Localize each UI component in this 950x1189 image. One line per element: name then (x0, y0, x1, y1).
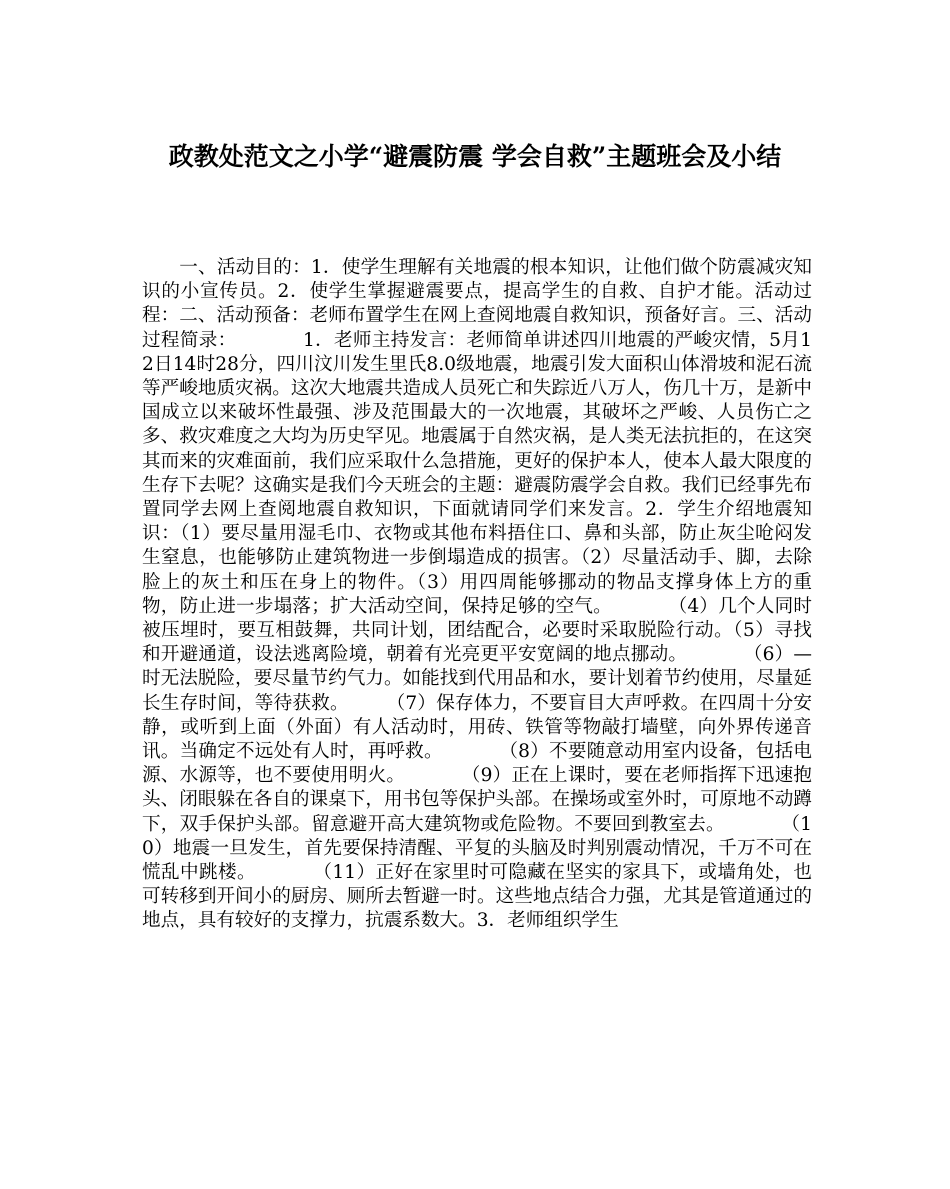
document-title: 政教处范文之小学“避震防震 学会自救”主题班会及小结 (168, 142, 782, 171)
document-body: 一、活动目的：1．使学生理解有关地震的根本知识，让他们做个防震减灾知识的小宣传员。2．使学生掌握避震要点，提高学生的自救、自护才能。活动过程：二、活动预备：老师布置学生在网上查阅地震自救知识，预备好言。三、活动过程简录： 1．老师主持发言：老师简单讲述四川地震的严峻灾情，5月12日14时28分，四川汶川发生里氏8.0级地震，地震引发大面积山体滑坡和泥石流等严峻地质灾祸。这次大地震共造成人员死亡和失踪近八万人，伤几十万，是新中国成立以来破坏性最强、涉及范围最大的一次地震，其破坏之严峻、人员伤亡之多、救灾难度之大均为历史罕见。地震属于自然灾祸，是人类无法抗拒的，在这突其而来的灾难面前，我们应采取什么急措施，更好的保护本人，使本人最大限度的生存下去呢？这确实是我们今天班会的主题：避震防震学会自救。我们已经事先布置同学去网上查阅地震自救知识，下面就请同学们来发言。2．学生介绍地震知识：（1）要尽量用湿毛巾、衣物或其他布料捂住口、鼻和头部，防止灰尘呛闷发生窒息，也能够防止建筑物进一步倒塌造成的损害。（2）尽量活动手、脚，去除脸上的灰土和压在身上的物件。（3）用四周能够挪动的物品支撑身体上方的重物，防止进一步塌落；扩大活动空间，保持足够的空气。 （4）几个人同时被压埋时，要互相鼓舞，共同计划，团结配合，必要时采取脱险行动。（5）寻找和开避通道，设法逃离险境，朝着有光亮更平安宽阔的地点挪动。 （6）—时无法脱险，要尽量节约气力。如能找到代用品和水，要计划着节约使用，尽量延长生存时间，等待获救。 （7）保存体力，不要盲目大声呼救。在四周十分安静，或听到上面（外面）有人活动时，用砖、铁管等物敲打墙壁，向外界传递音讯。当确定不远处有人时，再呼救。 （8）不要随意动用室内设备，包括电源、水源等，也不要使用明火。 （9）正在上课时，要在老师指挥下迅速抱头、闭眼躲在各自的课桌下，用书包等保护头部。在操场或室外时，可原地不动蹲下，双手保护头部。留意避开高大建筑物或危险物。不要回到教室去。 （10）地震一旦发生，首先要保持清醒、平复的头脑及时判别震动情况，千万不可在慌乱中跳楼。 （11）正好在家里时可隐藏在坚实的家具下，或墙角处，也可转移到开间小的厨房、厕所去暂避一时。这些地点结合力强，尤其是管道通过的地点，具有较好的支撑力，抗震系数大。3．老师组织学生 (142, 257, 812, 932)
